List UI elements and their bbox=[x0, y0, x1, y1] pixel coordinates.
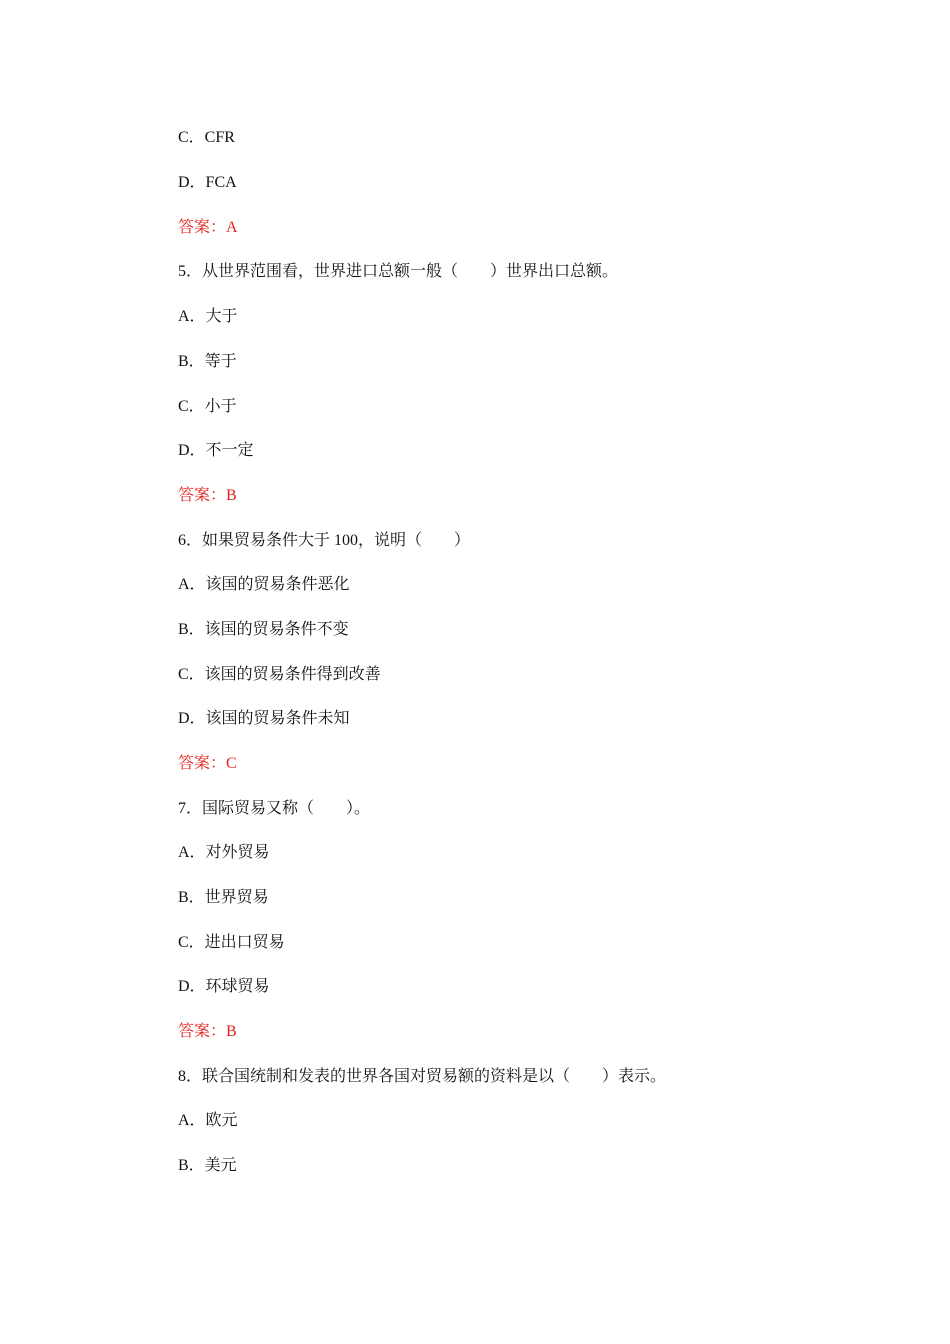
question-5: 5．从世界范围看，世界进口总额一般（ ）世界出口总额。 bbox=[178, 263, 619, 280]
option-c-q5: C．小于 bbox=[178, 398, 237, 415]
option-b-q5: B．等于 bbox=[178, 353, 237, 370]
option-c-q4: C．CFR bbox=[178, 129, 235, 146]
answer-q5: 答案：B bbox=[178, 487, 237, 504]
answer-q4: 答案：A bbox=[178, 219, 238, 236]
option-a-q5: A．大于 bbox=[178, 308, 238, 325]
option-a-q8: A．欧元 bbox=[178, 1112, 238, 1129]
question-6: 6．如果贸易条件大于 100，说明（ ） bbox=[178, 532, 471, 549]
question-7: 7．国际贸易又称（ ）。 bbox=[178, 800, 371, 817]
answer-q7: 答案：B bbox=[178, 1023, 237, 1040]
option-d-q6: D．该国的贸易条件未知 bbox=[178, 710, 350, 727]
option-d-q4: D．FCA bbox=[178, 174, 237, 191]
option-c-q7: C．进出口贸易 bbox=[178, 934, 285, 951]
option-a-q6: A．该国的贸易条件恶化 bbox=[178, 576, 350, 593]
question-8: 8．联合国统制和发表的世界各国对贸易额的资料是以（ ）表示。 bbox=[178, 1068, 667, 1085]
option-a-q7: A．对外贸易 bbox=[178, 844, 270, 861]
option-d-q7: D．环球贸易 bbox=[178, 978, 270, 995]
option-b-q8: B．美元 bbox=[178, 1157, 237, 1174]
option-c-q6: C．该国的贸易条件得到改善 bbox=[178, 666, 381, 683]
option-b-q7: B．世界贸易 bbox=[178, 889, 269, 906]
option-d-q5: D．不一定 bbox=[178, 442, 254, 459]
answer-q6: 答案：C bbox=[178, 755, 237, 772]
option-b-q6: B．该国的贸易条件不变 bbox=[178, 621, 349, 638]
